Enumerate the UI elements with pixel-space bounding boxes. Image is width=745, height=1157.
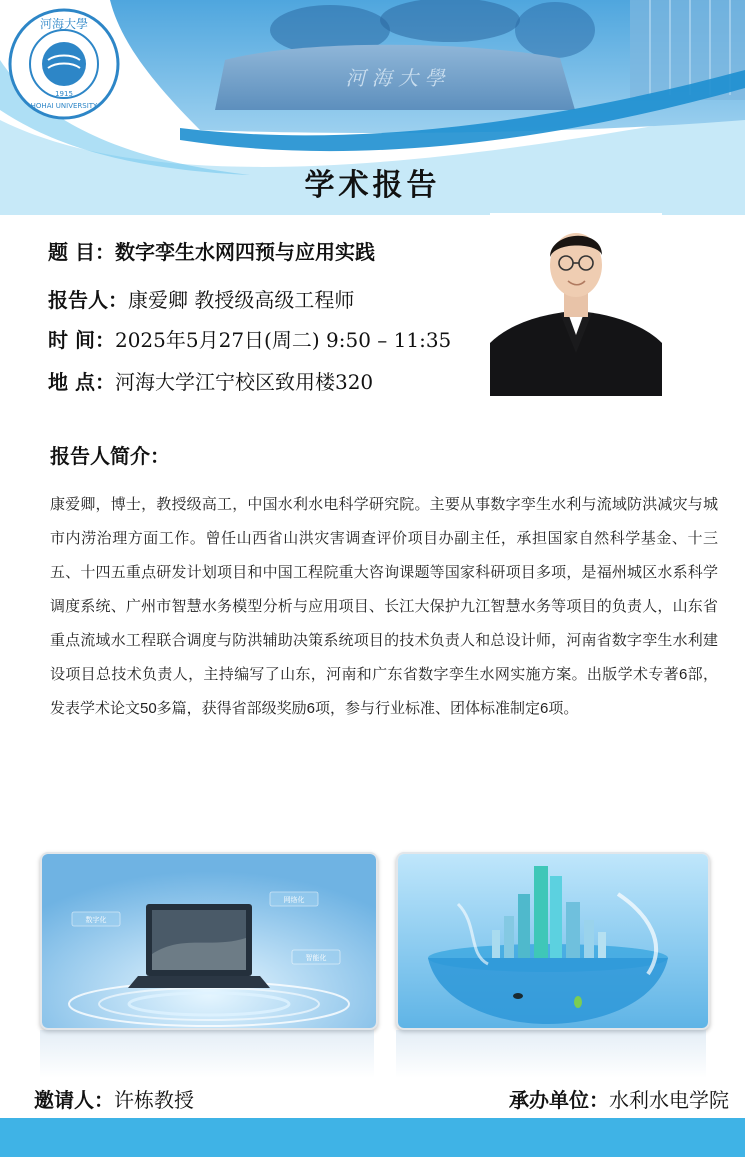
info-speaker-value: 康爱卿 教授级高级工程师 xyxy=(128,288,355,312)
bio-text: 康爱卿，博士，教授级高工，中国水利水电科学研究院。主要从事数字孪生水利与流域防洪减灾与城市内涝治理方面工作。曾任山西省山洪灾害调查评价项目办副主任，承担国家自然科学基金、十三五、十四五重点研发计划项目和中国工程院重大咨询课题等国家科研项目多项，是福州城区水系科学调度系统、广州市智慧水务模型分析与应用项目、长江大保护九江智慧水务等项目的负责人，山东省重点流域水工程联合调度与防洪辅助决策系统项目的技术负责人和总设计师，河南省数字孪生水利建设项目总技术负责人，主持编写了山东，河南和广东省数字孪生水网实施方案。出版学术专著6部，发表学术论文50多篇，获得省部级奖励6项，参与行业标准、团体标准制定6项。 xyxy=(50,496,718,717)
water-city-image xyxy=(396,852,710,1030)
info-topic xyxy=(48,236,375,265)
hohai-logo xyxy=(8,8,120,120)
stone-inscription: 河 海 大 學 xyxy=(345,66,445,90)
inviter xyxy=(34,1084,194,1113)
digital-twin-image xyxy=(40,852,378,1030)
info-place-value: 河海大学江宁校区致用楼320 xyxy=(114,370,374,394)
info-topic-value: 数字孪生水网四预与应用实践 xyxy=(114,240,375,264)
page-title: 学术报告 xyxy=(304,168,441,203)
speaker-portrait xyxy=(490,213,662,396)
info-time xyxy=(48,324,451,353)
info-place-label: 地 点： xyxy=(48,370,115,394)
info-time-value: 2025年5月27日(周二) 9:50 – 11:35 xyxy=(114,328,452,352)
info-time-label: 时 间： xyxy=(48,328,115,352)
left-image-reflection xyxy=(40,1030,374,1078)
bio-heading: 报告人简介： xyxy=(50,444,170,468)
label-digitalization: 数字化 xyxy=(85,916,107,924)
logo-year: 1915 xyxy=(55,90,73,98)
label-intelligence: 智能化 xyxy=(305,954,327,962)
inviter-value: 许栋教授 xyxy=(114,1088,194,1112)
organizer xyxy=(509,1084,729,1113)
footer-bar xyxy=(0,1118,745,1157)
info-place xyxy=(48,366,373,395)
logo-text-cn: 河海大學 xyxy=(39,17,89,31)
info-speaker-label: 报告人： xyxy=(48,288,128,312)
info-speaker xyxy=(48,284,354,313)
laptop-illustration xyxy=(42,854,376,1028)
organizer-label: 承办单位： xyxy=(509,1088,609,1112)
inviter-label: 邀请人： xyxy=(34,1088,114,1112)
info-topic-label: 题 目： xyxy=(48,240,115,264)
logo-text-en: HOHAI UNIVERSITY xyxy=(30,102,98,110)
label-networking: 网络化 xyxy=(283,896,305,904)
right-image-reflection xyxy=(396,1030,706,1078)
organizer-value: 水利水电学院 xyxy=(609,1088,729,1112)
water-city-illustration xyxy=(398,854,708,1028)
